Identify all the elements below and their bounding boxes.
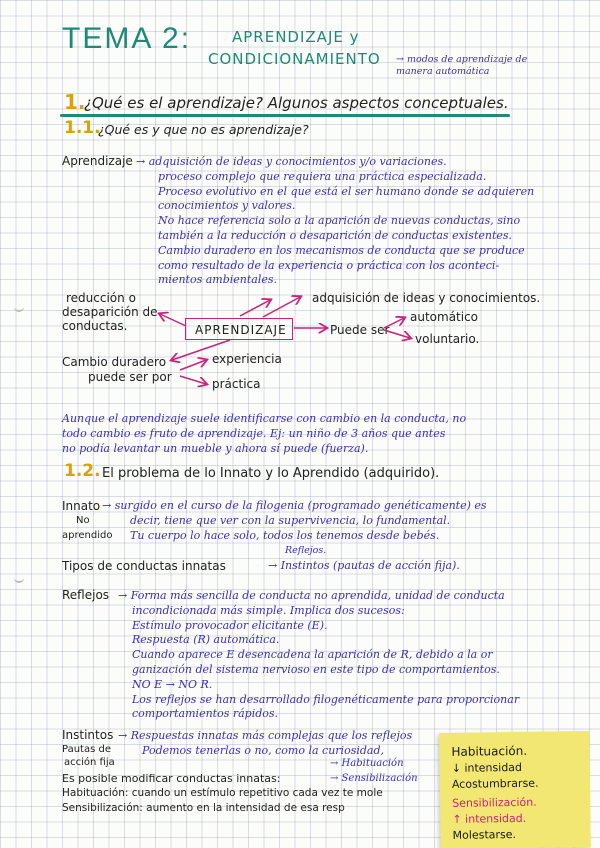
diagram-practica: práctica	[212, 377, 261, 391]
diagram-bottom-left: puede ser por	[88, 370, 172, 384]
instintos-line: Podemos tenerlas o no, como la curiosidad,	[142, 744, 384, 757]
reflejos-line: Estímulo provocador elicitante (E).	[132, 619, 328, 632]
innato-line: Tu cuerpo lo hace solo, todos los tenemos desde bebés.	[130, 529, 440, 542]
reflejos-line: NO E → NO R.	[132, 678, 213, 691]
reflejos-line: comportamientos rápidos.	[132, 707, 279, 720]
diagram-center: APRENDIZAJE	[195, 323, 287, 337]
def-line: Proceso evolutivo en el que está el ser humano donde se adquieren	[158, 185, 535, 198]
sticky-line: Acostumbrarse.	[451, 776, 539, 791]
sensibilizacion-small: → Sensibilización	[330, 773, 418, 784]
habituacion-small: → Habituación	[330, 758, 404, 769]
sticky-line: ↓ intensidad	[451, 760, 523, 775]
reflejos-line: ganización del sistema nervioso en este tipo de comportamientos.	[132, 663, 500, 676]
diagram-bottom-left: Cambio duradero	[62, 355, 167, 369]
sticky-line: Sensibilización.	[452, 795, 537, 810]
sticky-note	[439, 731, 591, 848]
instintos-line: → Respuestas innatas más complejas que los reflejos	[118, 729, 413, 742]
arrow	[240, 300, 270, 316]
diagram-top-left: conductas.	[62, 319, 128, 333]
term-no: No	[76, 515, 90, 526]
instintos-line: Es posible modificar conductas innatas:	[62, 772, 281, 785]
term-aprendido: aprendido	[62, 530, 113, 541]
title-line-1: APRENDIZAJE y	[232, 28, 360, 46]
section-1-number: 1.	[64, 90, 86, 114]
reflejos-line: Los reflejos se han desarrollado filogenéticamente para proporcionar	[132, 693, 520, 706]
def-line: como resultado de la experiencia o práctica con los aconteci-	[158, 259, 500, 272]
term-aprendizaje: Aprendizaje	[62, 154, 133, 168]
sticky-line: Habituación.	[451, 743, 528, 759]
term-reflejos: Reflejos	[62, 588, 110, 602]
diagram-puede-ser: Puede ser	[330, 323, 390, 337]
term-instintos: Instintos	[62, 728, 114, 742]
section-1-heading: ¿Qué es el aprendizaje? Algunos aspectos conceptuales.	[84, 94, 509, 112]
diagram-automatico: automático	[410, 310, 479, 324]
def-line: conocimientos y valores.	[158, 199, 296, 212]
diagram-top-left: desaparición de	[62, 305, 158, 319]
def-line: → adquisición de ideas y conocimientos y/o variaciones.	[136, 155, 447, 168]
subsection-1-1-number: 1.1.	[64, 118, 101, 138]
reflejos-line: Cuando aparece E desencadena la aparición de R, debido a la or	[132, 648, 493, 661]
title-note: → modos de aprendizaje de manera automática	[396, 54, 528, 78]
page-title: TEMA 2:	[62, 22, 192, 55]
instintos-line: Habituación: cuando un estímulo repetitivo cada vez te mole	[62, 787, 383, 799]
instintos-line: Sensibilización: aumento en la intensidad de esa resp	[62, 802, 345, 814]
reflejos-small: Reflejos.	[285, 545, 327, 556]
reflejos-line: → Forma más sencilla de conducta no aprendida, unidad de conducta	[118, 589, 505, 602]
section-1-2-heading: El problema de lo Innato y lo Aprendido (adquirido).	[102, 466, 440, 481]
paragraph-line: Aunque el aprendizaje suele identificarse con cambio en la conducta, no	[62, 412, 467, 425]
term-innato: Innato	[62, 499, 101, 513]
innato-line: → surgido en el curso de la filogenia (programado genéticamente) es	[102, 499, 487, 512]
def-line: No hace referencia solo a la aparición de nuevas conductas, sino	[158, 214, 521, 227]
def-line: también a la reducción o desaparición de conductas existentes.	[158, 229, 513, 242]
def-line: proceso complejo que requiera una práctica especializada.	[158, 170, 487, 183]
instintos-side: acción fija	[64, 757, 115, 768]
diagram-top-left: reducción o	[66, 291, 136, 305]
diagram-experiencia: experiencia	[212, 352, 282, 366]
instintos-side: Pautas de	[62, 744, 111, 755]
paragraph-line: todo cambio es fruto de aprendizaje. Ej: un niño de 3 años que antes	[62, 427, 446, 440]
paragraph-line: no podía levantar un mueble y ahora sí puede (fuerza).	[62, 442, 369, 455]
reflejos-line: incondicionada más simple. Implica dos sucesos:	[132, 604, 405, 617]
diagram-voluntario: voluntario.	[415, 332, 480, 346]
tipos-conductas: Tipos de conductas innatas	[62, 559, 226, 573]
sticky-line: ↑ intensidad.	[452, 811, 527, 826]
reflejos-line: Respuesta (R) automática.	[132, 633, 280, 646]
title-line-2: CONDICIONAMIENTO	[208, 50, 381, 68]
instintos-small: → Instintos (pautas de acción fija).	[268, 559, 460, 572]
section-1-2-number: 1.2.	[64, 461, 101, 481]
subsection-1-1-heading: ¿Qué es y que no es aprendizaje?	[98, 122, 309, 137]
sticky-line: Molestarse.	[452, 827, 517, 842]
diagram-top-right: adquisición de ideas y conocimientos.	[312, 291, 541, 305]
innato-line: decir, tiene que ver con la supervivencia, lo fundamental.	[130, 514, 451, 527]
def-line: mientos ambientales.	[158, 273, 278, 286]
def-line: Cambio duradero en los mecanismos de conducta que se produce	[158, 244, 525, 257]
